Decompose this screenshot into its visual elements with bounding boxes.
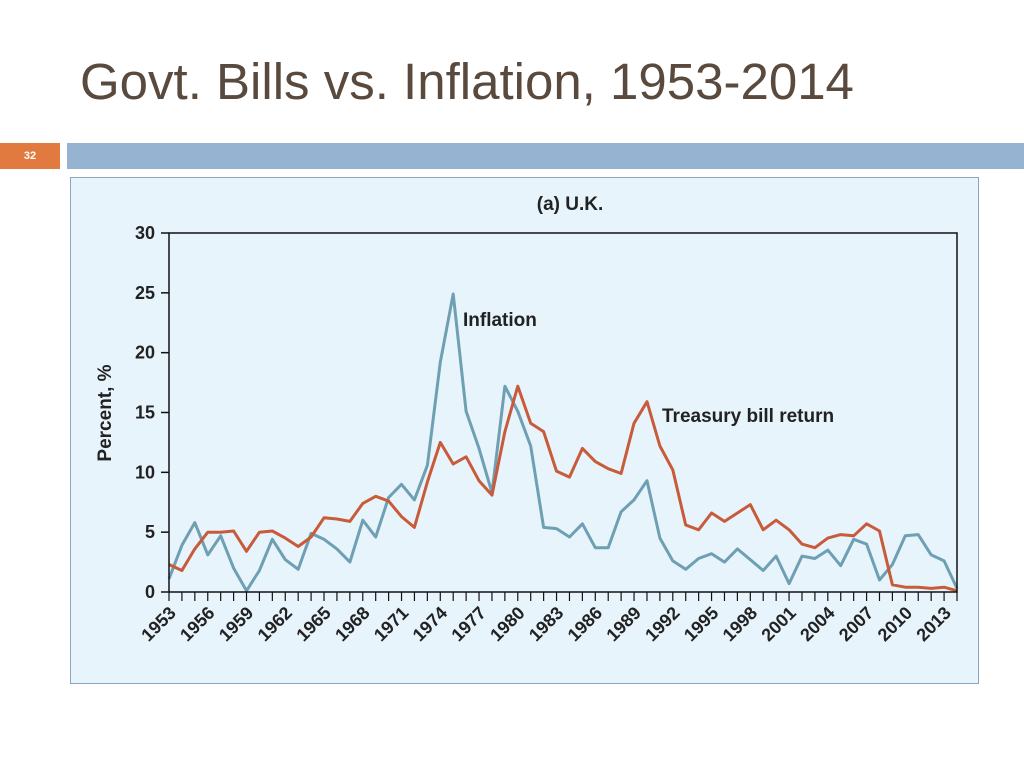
x-tick-label: 1986 [563, 602, 607, 646]
series-layer [169, 294, 957, 591]
header-bar [67, 143, 1024, 169]
x-tick-label: 1995 [679, 602, 723, 646]
y-axis-label: Percent, % [95, 364, 116, 462]
x-tick-label: 1962 [253, 602, 297, 646]
x-tick-label: 2007 [834, 602, 878, 646]
x-tick-label: 1959 [214, 602, 258, 646]
page-number-badge: 32 [0, 143, 60, 169]
y-tick-label: 30 [134, 223, 155, 243]
y-tick-label: 5 [144, 522, 155, 543]
x-tick-label: 1956 [176, 602, 219, 646]
y-tick-label: 0 [144, 582, 155, 602]
x-tick-label: 1953 [137, 602, 180, 646]
x-axis-ticks [137, 592, 957, 645]
treasury-bill-annotation: Treasury bill return [662, 406, 835, 427]
y-tick-label: 20 [134, 342, 155, 363]
y-tick-label: 15 [134, 402, 155, 423]
x-tick-label: 1998 [718, 602, 762, 646]
x-tick-label: 2001 [757, 602, 800, 646]
x-tick-label: 2013 [912, 602, 955, 646]
x-tick-label: 2004 [796, 602, 839, 646]
x-tick-label: 1980 [486, 602, 529, 646]
inflation-series-line [169, 294, 957, 591]
x-tick-label: 1974 [408, 602, 452, 646]
y-tick-label: 10 [134, 462, 155, 483]
x-tick-label: 1992 [641, 602, 684, 646]
slide-title: Govt. Bills vs. Inflation, 1953-2014 [80, 53, 854, 110]
y-tick-label: 25 [134, 282, 155, 303]
y-axis-ticks [135, 223, 169, 602]
chart-frame [70, 177, 979, 684]
x-tick-label: 1968 [331, 602, 374, 646]
x-tick-label: 1983 [524, 602, 568, 646]
chart-title: (a) U.K. [536, 194, 604, 215]
line-chart [71, 178, 978, 683]
x-tick-label: 1989 [602, 602, 645, 646]
inflation-annotation: Inflation [463, 310, 537, 331]
x-tick-label: 1965 [292, 602, 335, 646]
x-tick-label: 2010 [873, 602, 917, 646]
x-tick-label: 1977 [447, 602, 490, 646]
x-tick-label: 1971 [369, 602, 413, 646]
